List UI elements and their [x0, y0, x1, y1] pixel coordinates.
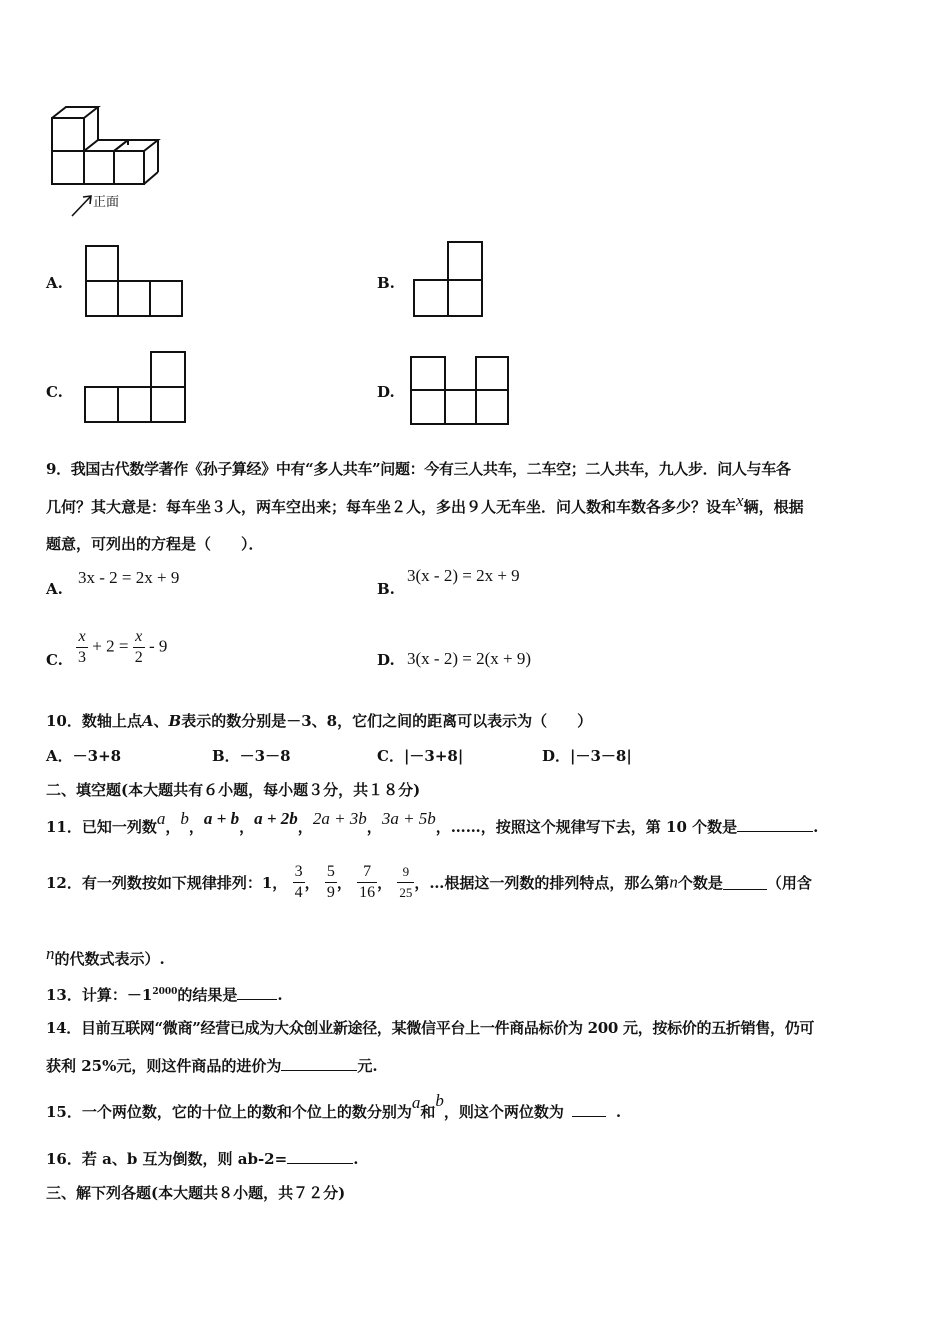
- q9-option-a-equation: 3x - 2 = 2x + 9: [78, 568, 180, 587]
- q12-tail: 个数是: [677, 874, 723, 892]
- q10-option-b[interactable]: B．－3－8: [212, 747, 291, 765]
- q12-fraction-3: $\frac{7}{16}$: [359, 863, 376, 901]
- q13-tail: 的结果是: [177, 986, 238, 1004]
- q10-stem: [46, 710, 592, 731]
- q11-tail: ，……，按照这个规律写下去，第 10 个数是: [435, 818, 738, 836]
- q8-option-d-figure: [411, 357, 508, 424]
- q9-line3: 题意，可列出的方程是（ ）．: [46, 535, 264, 553]
- q9-line1: 9．我国古代数学著作《孙子算经》中有“多人共车”问题：今有三人共车，二车空；二人共车，九人步．问人与车各: [46, 460, 791, 478]
- q11-answer-blank[interactable]: [737, 817, 813, 832]
- q10-stem-a: 10．数轴上点: [46, 712, 142, 730]
- q10-sep: 、: [153, 712, 169, 730]
- q14-line2: [46, 1055, 378, 1076]
- q10-point-b: B: [168, 712, 182, 730]
- q8-option-c-figure: [85, 352, 185, 422]
- q9-option-c-tail: - 9: [148, 636, 168, 656]
- q16-end: .: [353, 1150, 359, 1168]
- front-label: 正面: [93, 195, 120, 210]
- q15-var-a: a: [411, 1093, 421, 1112]
- q9-option-a-label[interactable]: A.: [46, 580, 63, 598]
- q8-option-b-figure: [414, 242, 482, 316]
- q10-point-a: A: [141, 712, 154, 730]
- q11-term-3: a + b: [203, 809, 240, 828]
- q12-line1: 12．有一列数按如下规律排列：1， $\frac{3}{4}$ ， $\frac{5}{9}$ ， $\frac{7}{16}$ ， $\frac{9}{25}$ ，…根据这一列数的排列特点，那么第n个数是 （用含: [46, 863, 812, 901]
- q15-var-b: b: [435, 1091, 444, 1110]
- q9-var-x: x: [736, 491, 744, 510]
- q11-comma: ，: [297, 818, 313, 836]
- q9-line2-b: 辆，根据: [743, 498, 804, 516]
- q10-stem-b: 表示的数分别是－3、8，它们之间的距离可以表示为（ ）: [181, 712, 593, 730]
- q9-option-c-equation: [76, 627, 167, 668]
- q11-line: [46, 809, 819, 837]
- q12-stem: 12．有一列数按如下规律排列：1，: [46, 874, 288, 892]
- q8-option-d-label[interactable]: D.: [377, 383, 395, 401]
- q11-comma: ，: [165, 818, 181, 836]
- q15-answer-blank[interactable]: [572, 1102, 606, 1117]
- q11-comma: ，: [239, 818, 255, 836]
- q13-answer-blank[interactable]: [237, 985, 277, 1000]
- q12-line2-text: 的代数式表示）.: [54, 950, 165, 968]
- q12-tail2: （用含: [766, 874, 812, 892]
- q11-stem: 11．已知一列数: [46, 818, 157, 836]
- q15-line: [46, 1091, 622, 1122]
- section-3-heading: 三、解下列各题(本大题共８小题，共７２分): [46, 1184, 346, 1202]
- q9-option-c-mid: + 2 =: [92, 636, 129, 656]
- q12-answer-blank[interactable]: [723, 875, 767, 890]
- q15-tail: ，则这个两位数为: [443, 1103, 564, 1121]
- q16-line: [46, 1148, 358, 1169]
- q13-stem: 13．计算：－1: [46, 986, 153, 1004]
- q9-option-d-equation: 3(x - 2) = 2(x + 9): [407, 649, 531, 668]
- q13-exponent: 2000: [152, 987, 178, 997]
- q12-line2: [46, 944, 165, 969]
- q8-option-b-label[interactable]: B.: [377, 274, 395, 292]
- q15-and: 和: [420, 1103, 436, 1121]
- q11-term-1: a: [156, 809, 166, 828]
- q10-option-a[interactable]: A．－3+8: [46, 747, 122, 765]
- q12-mid: ，…根据这一列数的排列特点，那么第: [414, 874, 670, 892]
- q12-line2-var-n: n: [46, 944, 55, 963]
- q9-option-c-fraction-1: $\frac{x}{3}$: [78, 628, 86, 666]
- q13-line: [46, 984, 283, 1005]
- q8-option-a-figure: [0, 0, 950, 450]
- q11-term-5: 2a + 3b: [312, 809, 367, 828]
- q16-stem: 16．若 a、b 互为倒数，则 ab-2=: [46, 1150, 288, 1168]
- q11-comma: ，: [366, 818, 382, 836]
- q12-fraction-1: $\frac{3}{4}$: [294, 863, 303, 901]
- q13-end: .: [277, 986, 283, 1004]
- q9-option-d-label[interactable]: D.: [377, 651, 395, 669]
- q8-option-c-label[interactable]: C.: [46, 383, 63, 401]
- q9-option-b-label[interactable]: B.: [377, 580, 395, 598]
- q9-option-c-label[interactable]: C.: [46, 651, 63, 669]
- q15-stem: 15．一个两位数，它的十位上的数和个位上的数分别为: [46, 1103, 412, 1121]
- q9-option-b-equation: 3(x - 2) = 2x + 9: [407, 566, 520, 585]
- q10-option-c[interactable]: C．|－3+8|: [377, 747, 464, 765]
- q8-option-a-label[interactable]: A.: [46, 274, 63, 292]
- q11-term-6: 3a + 5b: [381, 809, 436, 828]
- q14-answer-blank[interactable]: [281, 1056, 357, 1071]
- q12-fraction-4: $\frac{9}{25}$: [399, 864, 413, 900]
- q11-comma: ，: [188, 818, 204, 836]
- q11-term-2: b: [180, 809, 189, 828]
- q14-end: 元.: [357, 1057, 378, 1075]
- q12-var-n: n: [669, 872, 678, 892]
- q9-line2-a: 几何？其大意是：每车坐３人，两车空出来；每车坐２人，多出９人无车坐．问人数和车数各多少？设车: [46, 498, 737, 516]
- q11-term-4: a + 2b: [254, 809, 298, 828]
- section-2-heading: 二、填空题(本大题共有６小题，每小题３分，共１８分): [46, 781, 421, 799]
- q14-line1: 14．目前互联网“微商”经营已成为大众创业新途径，某微信平台上一件商品标价为 200 元，按标价的五折销售，仍可: [46, 1019, 815, 1037]
- q16-answer-blank[interactable]: [287, 1149, 353, 1164]
- q11-end: .: [813, 818, 819, 836]
- q14-line2-text: 获利 25%元，则这件商品的进价为: [46, 1057, 282, 1075]
- q9-line2: [46, 491, 804, 517]
- q10-option-d[interactable]: D．|－3－8|: [542, 747, 632, 765]
- q12-fraction-2: $\frac{5}{9}$: [326, 863, 335, 901]
- q15-end: .: [615, 1103, 622, 1121]
- q9-option-c-fraction-2: $\frac{x}{2}$: [134, 628, 143, 666]
